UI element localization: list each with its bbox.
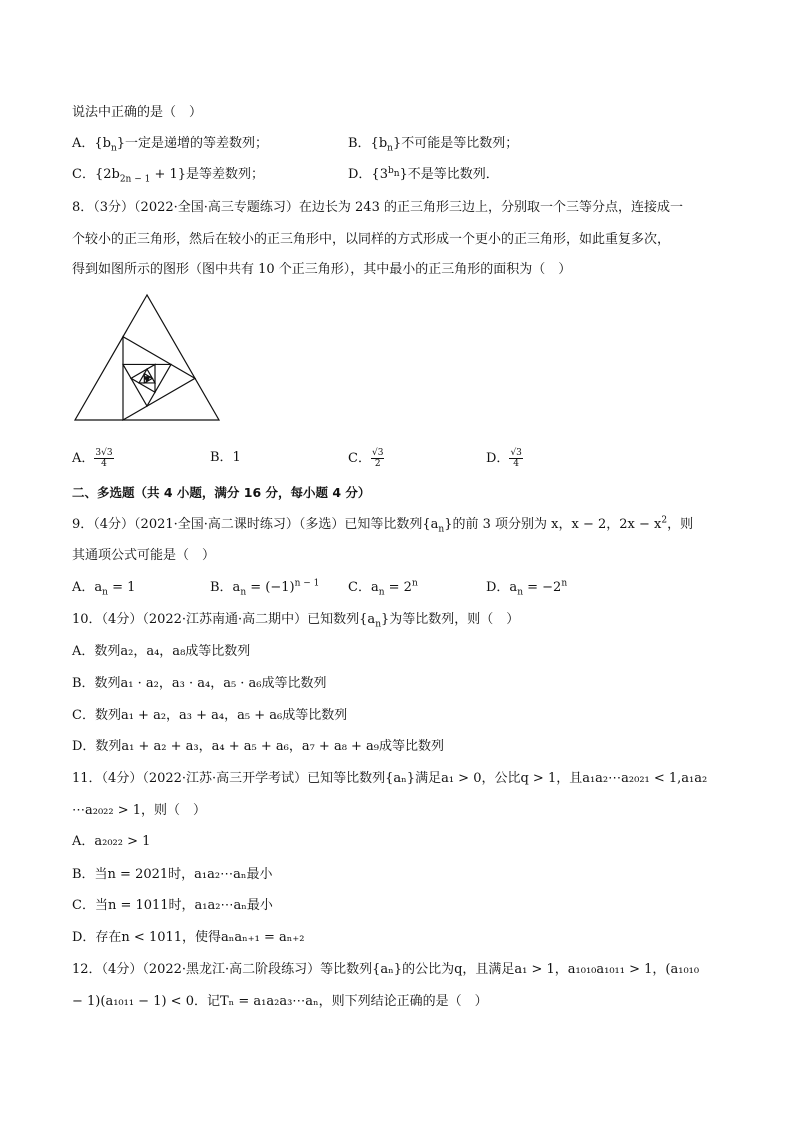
q8-option-a[interactable]: A． $\frac{3√3}{4}$ [72,448,113,469]
q8-stem-line-1: 8．（3分）（2022·全国·高三专题练习）在边长为 243 的正三角形三边上，分别取一个三等分点，连接成一 [72,200,683,215]
triangle-10 [147,378,148,379]
q8-stem-line-2: 个较小的正三角形，然后在较小的正三角形中，以同样的方式形成一个更小的正三角形，如此重复多次， [72,232,671,247]
q9-stem-line-2: 其通项公式可能是（ ） [72,548,216,563]
q11-option-c[interactable]: C．当n = 1011时，a₁a₂⋯aₙ最小 [72,898,273,913]
fraction: $\frac{√3}{4}$ [510,448,522,469]
q8-option-d[interactable]: D． $\frac{√3}{4}$ [486,448,522,469]
q9-option-c[interactable]: C．$a_n = 2^n$ [348,578,418,598]
section-heading-multiple-choice: 二、多选题（共 4 小题，满分 16 分，每小题 4 分） [72,485,371,500]
fraction: $\frac{3√3}{4}$ [95,448,113,469]
q9-option-a[interactable]: A．$a_n = 1$ [72,580,136,598]
q7-option-a[interactable]: A．$\{b_n\}$一定是递增的等差数列； [72,136,269,154]
triangle-3 [123,364,171,406]
q11-option-d[interactable]: D．存在n < 1011，使得aₙaₙ₊₁ = aₙ₊₂ [72,930,305,945]
triangle-1 [75,295,219,420]
q8-stem-line-3: 得到如图所示的图形（图中共有 10 个正三角形），其中最小的正三角形的面积为（ ） [72,262,572,277]
q9-option-b[interactable]: B．$a_n = (-1)^{n - 1}$ [210,578,320,598]
q11-stem-line-2: ⋯a₂₀₂₂ > 1，则（ ） [72,803,207,818]
q8-option-c[interactable]: C． $\frac{√3}{2}$ [348,448,384,469]
nested-triangles-figure [72,292,252,427]
q7-option-d[interactable]: D．$\{3^{b_n}\}$不是等比数列． [348,165,499,182]
q9-stem-line-1: 9．（4分）（2021·全国·高二课时练习）（多选）已知等比数列$\{a_n\}$的前 3 项分别为 x，x − 2，$2x - x^2$，则 [72,515,694,535]
q10-option-b[interactable]: B．数列a₁ · a₂，a₃ · a₄，a₅ · a₆成等比数列 [72,676,327,691]
q7-option-c[interactable]: C．$\{2b_{2n - 1} + 1\}$是等差数列； [72,167,265,185]
lead-in-text: 说法中正确的是（ ） [72,105,203,120]
q11-option-b[interactable]: B．当n = 2021时，a₁a₂⋯aₙ最小 [72,867,273,882]
q9-option-d[interactable]: D．$a_n = -2^n$ [486,578,568,598]
q10-option-c[interactable]: C．数列a₁ + a₂，a₃ + a₄，a₅ + a₆成等比数列 [72,708,348,723]
q8-option-b[interactable]: B．1 [210,450,241,465]
q10-option-a[interactable]: A．数列a₂，a₄，a₈成等比数列 [72,644,251,659]
q10-option-d[interactable]: D．数列a₁ + a₂ + a₃，a₄ + a₅ + a₆，a₇ + a₈ + a₉成等比数列 [72,739,445,754]
q11-stem-line-1: 11．（4分）（2022·江苏·高三开学考试）已知等比数列{aₙ}满足a₁ > 0，公比q > 1，且a₁a₂⋯a₂₀₂₁ < 1,a₁a₂ [72,771,708,786]
q12-stem-line-1: 12．（4分）（2022·黑龙江·高二阶段练习）等比数列{aₙ}的公比为q，且满足a₁ > 1，a₁₀₁₀a₁₀₁₁ > 1，(a₁₀₁₀ [72,962,700,977]
q7-option-b[interactable]: B．$\{b_n\}$不可能是等比数列； [348,136,519,154]
triangle-2 [123,337,195,420]
q10-stem: 10．（4分）（2022·江苏南通·高二期中）已知数列$\{a_n\}$为等比数列，则（ ） [72,612,520,630]
q11-option-a[interactable]: A．a₂₀₂₂ > 1 [72,834,151,849]
q12-stem-line-2: − 1)(a₁₀₁₁ − 1) < 0．记Tₙ = a₁a₂a₃⋯aₙ，则下列结论正确的是（ ） [72,994,488,1009]
fraction: $\frac{√3}{2}$ [371,448,384,469]
